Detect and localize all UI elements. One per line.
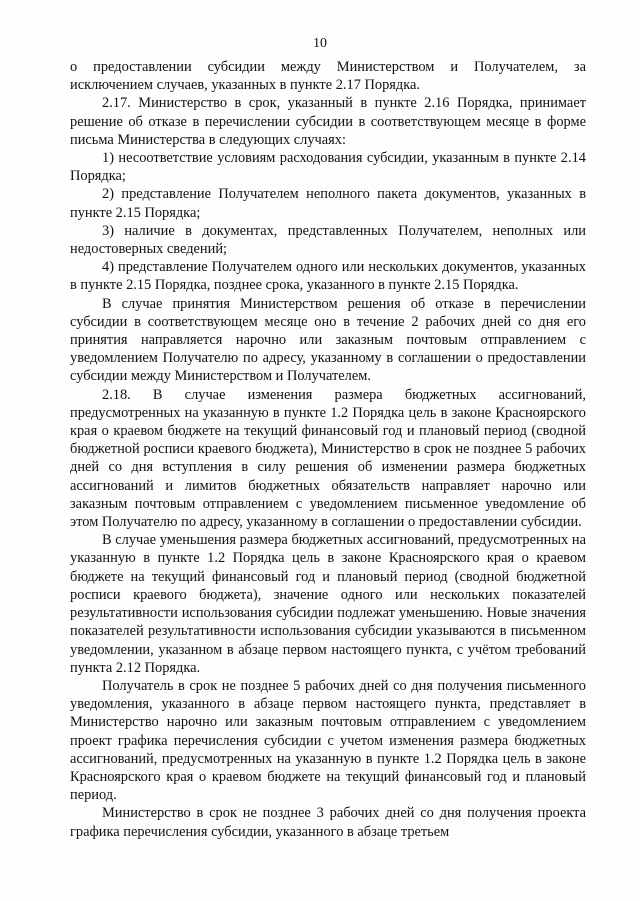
paragraph: 4) представление Получателем одного или нескольких документов, указанных в пункте 2.15 Порядка, позднее срока, указанного в пункте 2.15 Порядка. [70, 259, 586, 294]
paragraph: Получатель в срок не позднее 5 рабочих дней со дня получения письменного уведомления, указанного в абзаце первом настоящего пункта, представляет в Министерство нарочно или заказным почтовым отправлением с уведомлением проект графика перечисления субсидии с учетом изменения размера бюджетных ассигнований, предусмотренных на указанную в пункте 1.2 Порядка цель в законе Красноярского края о краевом бюджете на текущий финансовый год и плановый период. [70, 677, 586, 804]
paragraph: В случае уменьшения размера бюджетных ассигнований, предусмотренных на указанную в пункте 1.2 Порядка цель в законе Красноярского края о краевом бюджете на текущий финансовый год и плановый период (сводной бюджетной росписи краевого бюджета), значение одного или нескольких показателей результативности использования субсидии подлежат уменьшению. Новые значения показателей результативности использования субсидии указываются в письменном уведомлении, указанном в абзаце первом настоящего пункта, с учётом требований пункта 2.12 Порядка. [70, 532, 586, 676]
paragraph: 3) наличие в документах, представленных Получателем, неполных или недостоверных сведений; [70, 222, 586, 258]
paragraph: 2.17. Министерство в срок, указанный в пункте 2.16 Порядка, принимает решение об отказе в перечислении субсидии в соответствующем месяце в форме письма Министерства в следующих случаях: [70, 95, 586, 148]
paragraph: В случае принятия Министерством решения об отказе в перечислении субсидии в соответствующем месяце оно в течение 2 рабочих дней со дня его принятия направляется нарочно или заказным почтовым отправлением с уведомлением Получателю по адресу, указанному в соглашении о предоставлении субсидии между Министерством и Получателем. [70, 295, 586, 385]
document-body [70, 58, 586, 841]
paragraph: 2.18. В случае изменения размера бюджетных ассигнований, предусмотренных на указанную в пункте 1.2 Порядка цель в законе Красноярского края о краевом бюджете на текущий финансовый год и плановый период (сводной бюджетной росписи краевого бюджета), Министерство в срок не позднее 5 рабочих дней со дня вступления в силу решения об изменении размера бюджетных ассигнований и лимитов бюджетных обязательств направляет нарочно или заказным почтовым отправлением с уведомлением письменное уведомление об этом Получателю по адресу, указанному в соглашении о предоставлении субсидии. [70, 386, 586, 531]
paragraph: 1) несоответствие условиям расходования субсидии, указанным в пункте 2.14 Порядка; [70, 150, 586, 185]
paragraph: о предоставлении субсидии между Министерством и Получателем, за исключением случаев, указанных в пункте 2.17 Порядка. [70, 59, 586, 94]
paragraph: Министерство в срок не позднее 3 рабочих дней со дня получения проекта графика перечисления субсидии, указанного в абзаце третьем [70, 805, 586, 840]
page-number: 10 [313, 36, 327, 51]
paragraph: 2) представление Получателем неполного пакета документов, указанных в пункте 2.15 Порядка; [70, 186, 586, 221]
